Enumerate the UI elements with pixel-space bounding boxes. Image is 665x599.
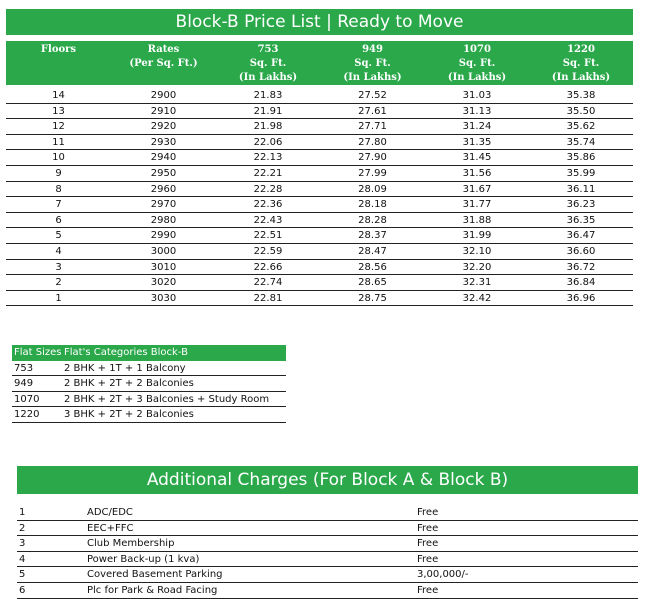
table-cell: 31.03 [462,90,492,101]
table-row [6,275,633,291]
table-cell: 3 [19,538,26,550]
table-cell: 31.77 [462,199,492,211]
price-table-body [6,88,633,306]
table-cell: 36.84 [566,277,596,289]
table-cell: 32.42 [462,292,492,304]
table-cell: 2930 [150,136,177,148]
table-cell: ADC/EDC [87,507,133,518]
table-cell: 7 [55,199,62,211]
table-cell: 27.71 [358,121,387,133]
list-item [12,361,286,377]
table-cell: 31.88 [462,214,492,226]
table-cell: 753 [14,362,34,374]
table-cell: 3000 [150,245,177,257]
table-cell: 35.86 [566,152,596,164]
table-row [6,260,633,276]
table-cell: 22.51 [253,230,283,242]
table-cell: 22.59 [253,245,283,257]
table-cell: 2960 [150,183,177,195]
table-cell: 31.56 [462,167,492,179]
table-cell: Free [417,584,439,596]
table-cell: 2950 [150,167,177,179]
header-753: 753 Sq. Ft. (In Lakhs) [238,44,298,83]
table-cell: 2 BHK + 2T + 3 Balconies + Study Room [64,393,270,405]
table-row [6,166,633,182]
table-cell: 12 [52,121,65,133]
table-cell: Free [417,553,439,565]
table-cell: 28.09 [358,183,387,195]
table-row [6,228,633,244]
table-cell: 35.38 [566,90,596,101]
table-cell: 28.56 [358,261,387,273]
table-cell: 21.83 [253,90,283,101]
table-cell: 36.60 [566,245,596,257]
table-row [17,521,638,537]
price-list-title: Block-B Price List | Ready to Move [6,9,633,35]
table-cell: 3020 [150,277,177,289]
table-cell: Plc for Park & Road Facing [87,584,218,596]
table-cell: 6 [19,584,26,596]
table-cell: 35.99 [566,167,596,179]
table-row [6,104,633,120]
table-cell: 27.90 [358,152,387,164]
list-item [12,407,286,423]
table-cell: 32.20 [462,261,492,273]
header-949: 949 Sq. Ft. (In Lakhs) [343,44,402,83]
table-cell: 2920 [150,121,177,133]
table-cell: Club Membership [87,538,175,550]
table-cell: 9 [55,167,62,179]
table-cell: EEC+FFC [87,522,134,534]
table-row [6,213,633,229]
additional-charges-table [17,505,638,599]
table-cell: 10 [52,152,65,164]
table-row [17,552,638,568]
table-row [6,244,633,260]
header-floors: Floors [40,44,77,55]
table-cell: 2 [19,522,26,534]
table-cell: 1220 [14,409,40,421]
table-cell: 28.18 [358,199,387,211]
table-cell: 22.28 [253,183,283,195]
table-cell: 27.52 [358,90,387,101]
table-row [17,536,638,552]
table-cell: Free [417,538,439,550]
flat-categories-table [12,345,286,423]
table-cell: 35.74 [566,136,596,148]
table-cell: 22.43 [253,214,283,226]
table-cell: 2970 [150,199,177,211]
table-row [17,505,638,521]
table-row [6,197,633,213]
table-cell: 36.72 [566,261,596,273]
table-cell: 22.13 [253,152,283,164]
table-cell: 1070 [14,393,40,405]
table-cell: 2990 [150,230,177,242]
table-cell: Covered Basement Parking [87,569,223,581]
table-cell: 949 [14,378,34,390]
table-cell: 28.37 [358,230,387,242]
table-cell: 21.91 [253,105,283,117]
table-cell: 27.80 [358,136,387,148]
table-cell: 36.96 [566,292,596,304]
header-1070: 1070 Sq. Ft. (In Lakhs) [447,44,507,83]
table-row [6,150,633,166]
list-item [12,376,286,392]
table-cell: 22.74 [253,277,283,289]
table-cell: 36.11 [566,183,596,195]
table-cell: 1 [55,292,62,304]
table-row [17,583,638,599]
table-cell: 22.06 [253,136,283,148]
table-cell: 35.62 [566,121,596,133]
table-cell: 2 BHK + 1T + 1 Balcony [64,362,186,374]
table-cell: Free [417,507,439,518]
table-cell: 2940 [150,152,177,164]
charges-title: Additional Charges (For Block A & Block B) [17,466,638,494]
table-cell: 3 [55,261,62,273]
header-rates: Rates (Per Sq. Ft.) [129,44,198,69]
table-cell: 28.75 [358,292,387,304]
table-cell: 2980 [150,214,177,226]
table-cell: 21.98 [253,121,283,133]
table-cell: 4 [55,245,62,257]
table-cell: 27.61 [358,105,387,117]
categories-header-row [12,345,286,361]
table-cell: 13 [52,105,65,117]
table-cell: 2 [55,277,62,289]
table-row [6,291,633,307]
table-cell: 8 [55,183,62,195]
table-cell: 2 BHK + 2T + 2 Balconies [64,378,194,390]
table-row [6,119,633,135]
table-cell: 3 BHK + 2T + 2 Balconies [64,409,194,421]
table-cell: 22.81 [253,292,283,304]
table-cell: 3010 [150,261,177,273]
table-cell: 31.35 [462,136,492,148]
table-cell: Free [417,522,439,534]
table-row [6,182,633,198]
list-item [12,392,286,408]
table-cell: 4 [19,553,26,565]
table-cell: 35.50 [566,105,596,117]
table-row [6,88,633,104]
table-cell: 22.36 [253,199,283,211]
header-flat-categories: Flat's Categories Block-B [64,347,188,358]
table-cell: 3030 [150,292,177,304]
price-table-header [6,41,633,85]
table-cell: 11 [52,136,65,148]
table-cell: 22.21 [253,167,283,179]
table-cell: 28.65 [358,277,387,289]
table-cell: 31.24 [462,121,492,133]
table-cell: 31.67 [462,183,492,195]
table-cell: 28.28 [358,214,387,226]
table-cell: 2900 [150,90,177,101]
table-cell: 36.35 [566,214,596,226]
table-row [17,567,638,583]
table-cell: 32.10 [462,245,492,257]
table-row [6,135,633,151]
table-cell: 32.31 [462,277,492,289]
table-cell: 31.13 [462,105,492,117]
table-cell: 5 [55,230,62,242]
table-cell: 22.66 [253,261,283,273]
header-flat-sizes: Flat Sizes [14,347,62,358]
table-cell: 6 [55,214,62,226]
table-cell: 36.23 [566,199,596,211]
table-cell: 28.47 [358,245,387,257]
table-cell: 31.99 [462,230,492,242]
table-cell: 36.47 [566,230,596,242]
table-cell: 14 [52,90,65,101]
table-cell: 3,00,000/- [417,569,469,581]
table-cell: 1 [19,507,26,518]
table-cell: 5 [19,569,26,581]
table-cell: Power Back-up (1 kva) [87,553,200,565]
header-1220: 1220 Sq. Ft. (In Lakhs) [551,44,611,83]
table-cell: 31.45 [462,152,492,164]
table-cell: 27.99 [358,167,387,179]
categories-body [12,361,286,423]
table-cell: 2910 [150,105,177,117]
